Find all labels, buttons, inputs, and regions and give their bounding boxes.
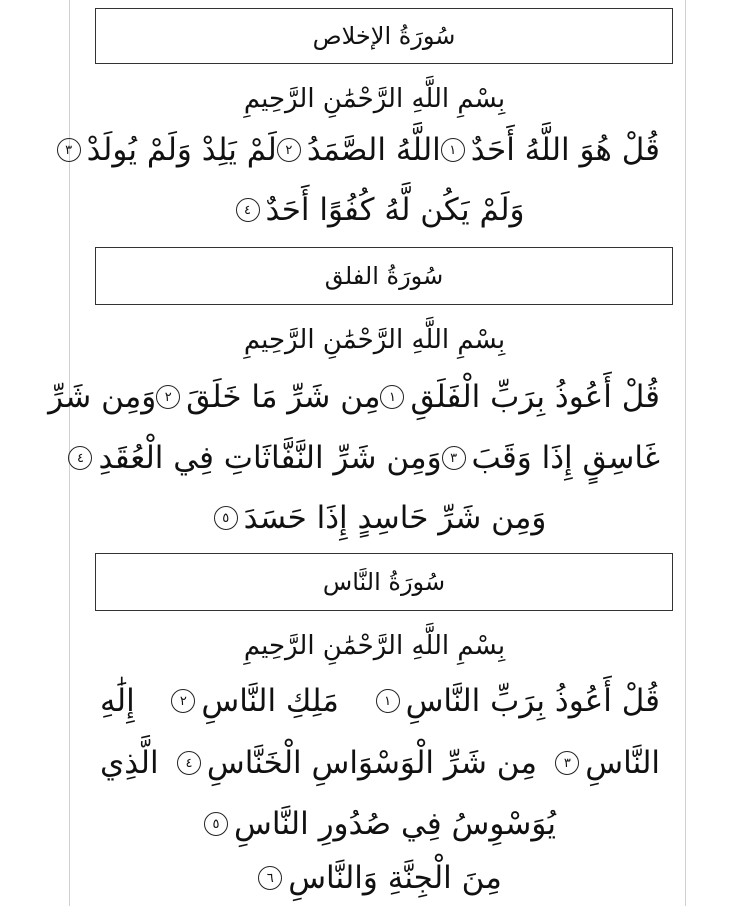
ayah-number-marker: ١	[380, 385, 404, 409]
surah-title: سُورَةُ النَّاس	[322, 568, 446, 596]
ayah-number-marker: ٤	[68, 446, 92, 470]
surah-title-box	[95, 247, 673, 305]
ayah-text: مَلِكِ النَّاسِ	[201, 683, 339, 719]
ayah-number-marker: ٢	[277, 138, 301, 162]
verse-line	[65, 128, 660, 172]
ayah-segment	[442, 440, 660, 476]
page-border-right	[685, 0, 686, 906]
ayah-segment	[555, 745, 660, 781]
ayah-text: وَمِن شَرِّ حَاسِدٍ إِذَا حَسَدَ	[243, 500, 547, 536]
ayah-segment	[48, 379, 156, 415]
ayah-text: اللَّهُ الصَّمَدُ	[306, 132, 441, 168]
ayah-segment	[376, 683, 660, 719]
ayah-number-marker: ١	[376, 689, 400, 713]
ayah-segment	[177, 745, 537, 781]
ayah-number-marker: ٤	[236, 198, 260, 222]
ayah-number-marker: ٣	[442, 446, 466, 470]
ayah-segment	[100, 683, 135, 719]
ayah-text: قُلْ هُوَ اللَّهُ أَحَدٌ	[470, 132, 660, 168]
ayah-segment	[100, 745, 159, 781]
ayah-segment	[214, 500, 547, 536]
ayah-text: وَمِن شَرِّ	[48, 379, 157, 415]
ayah-segment	[156, 379, 380, 415]
ayah-text: وَمِن شَرِّ النَّفَّاثَاتِ فِي الْعُقَدِ	[98, 440, 442, 476]
ayah-segment	[380, 379, 660, 415]
ayah-segment	[236, 192, 525, 228]
ayah-text: مِن شَرِّ مَا خَلَقَ	[186, 379, 381, 415]
ayah-number-marker: ٢	[156, 385, 180, 409]
ayah-segment	[68, 440, 441, 476]
verse-line	[100, 496, 660, 540]
ayah-segment	[204, 806, 556, 842]
basmala: بِسْمِ اللَّهِ الرَّحْمَٰنِ الرَّحِيمِ	[243, 631, 506, 661]
verse-line	[100, 856, 660, 900]
ayah-text: لَمْ يَلِدْ وَلَمْ يُولَدْ	[86, 132, 277, 168]
surah-title: سُورَةُ الإخلاص	[312, 22, 456, 50]
ayah-number-marker: ٥	[214, 506, 238, 530]
ayah-segment	[258, 860, 502, 896]
verse-line	[48, 375, 660, 419]
verse-line	[76, 436, 660, 480]
ayah-number-marker: ١	[441, 138, 465, 162]
ayah-text: النَّاسِ	[585, 745, 660, 781]
ayah-text: يُوَسْوِسُ فِي صُدُورِ النَّاسِ	[234, 806, 556, 842]
ayah-segment	[171, 683, 339, 719]
ayah-text: وَلَمْ يَكُن لَّهُ كُفُوًا أَحَدٌ	[265, 192, 525, 228]
ayah-text: غَاسِقٍ إِذَا وَقَبَ	[471, 440, 660, 476]
ayah-number-marker: ٤	[177, 751, 201, 775]
surah-title: سُورَةُ الفلق	[324, 262, 444, 290]
surah-title-box	[95, 553, 673, 611]
basmala: بِسْمِ اللَّهِ الرَّحْمَٰنِ الرَّحِيمِ	[243, 84, 506, 114]
verse-line	[100, 741, 660, 785]
ayah-text: إِلَٰهِ	[100, 683, 135, 719]
ayah-number-marker: ٣	[555, 751, 579, 775]
surah-title-box	[95, 8, 673, 64]
verse-line	[100, 679, 660, 723]
ayah-segment	[441, 132, 660, 168]
ayah-number-marker: ٦	[258, 866, 282, 890]
verse-line	[100, 188, 660, 232]
ayah-text: قُلْ أَعُوذُ بِرَبِّ الْفَلَقِ	[410, 379, 660, 415]
ayah-segment	[277, 132, 441, 168]
ayah-text: مِنَ الْجِنَّةِ وَالنَّاسِ	[288, 860, 502, 896]
ayah-number-marker: ٥	[204, 812, 228, 836]
ayah-text: الَّذِي	[100, 745, 159, 781]
ayah-number-marker: ٣	[57, 138, 81, 162]
ayah-text: قُلْ أَعُوذُ بِرَبِّ النَّاسِ	[405, 683, 660, 719]
ayah-segment	[57, 132, 277, 168]
verse-line	[100, 802, 660, 846]
ayah-text: مِن شَرِّ الْوَسْوَاسِ الْخَنَّاسِ	[206, 745, 537, 781]
ayah-number-marker: ٢	[171, 689, 195, 713]
basmala: بِسْمِ اللَّهِ الرَّحْمَٰنِ الرَّحِيمِ	[243, 325, 506, 355]
